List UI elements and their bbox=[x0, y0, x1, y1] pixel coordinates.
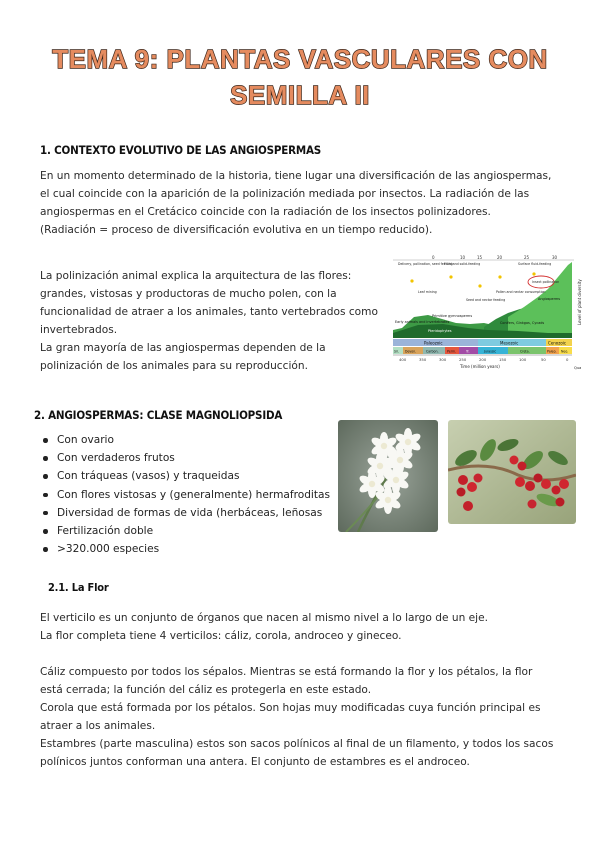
bottom-tick: 250 bbox=[459, 357, 467, 362]
section-2-1-paragraph-1 bbox=[40, 609, 488, 645]
section-1-heading: 1. CONTEXTO EVOLUTIVO DE LAS ANGIOSPERMAS bbox=[40, 143, 322, 157]
figure-label: Primitive gymnosperms bbox=[432, 314, 473, 318]
section-2-heading: 2. ANGIOSPERMAS: CLASE MAGNOLIOPSIDA bbox=[34, 408, 283, 422]
period-label: Sil. bbox=[394, 349, 399, 354]
plant-diversity-figure bbox=[388, 253, 586, 370]
top-tick: 20 bbox=[497, 255, 503, 260]
annotation: Insect pollination bbox=[532, 280, 560, 284]
bottom-tick: 0 bbox=[566, 357, 569, 362]
section-1-paragraph-1 bbox=[40, 167, 551, 239]
list-item: Con verdaderos frutos bbox=[40, 449, 330, 467]
text-line: invertebrados. bbox=[40, 324, 118, 336]
period-label: Creta. bbox=[520, 349, 530, 354]
annotation: Leaf mining bbox=[418, 290, 437, 294]
top-tick: 10 bbox=[460, 255, 466, 260]
text-line: funcionalidad de atraer a los animales, tanto vertebrados como bbox=[40, 306, 378, 318]
top-tick: 25 bbox=[524, 255, 530, 260]
figure-label: Conifers, Ginkgos, Cycads bbox=[500, 321, 545, 325]
bottom-tick: 150 bbox=[499, 357, 507, 362]
top-tick: 30 bbox=[552, 255, 558, 260]
annotation: Surface fluid-feeding bbox=[518, 262, 552, 266]
annotation: Seed and nectar feeding bbox=[466, 298, 506, 302]
text-line: En un momento determinado de la historia, tiene lugar una diversificación de las angiospermas, bbox=[40, 170, 552, 182]
figure-label: Early animals and invertebrates bbox=[395, 320, 450, 324]
text-line: atraer a los animales. bbox=[40, 720, 156, 732]
list-item: Con tráqueas (vasos) y traqueidas bbox=[40, 467, 330, 485]
x-axis-label: Time (million years) bbox=[460, 364, 500, 369]
text-line: El verticilo es un conjunto de órganos que nacen al mismo nivel a lo largo de un eje. bbox=[40, 612, 488, 624]
text-line: polinización de los animales para su reproducción. bbox=[40, 360, 308, 372]
text-line: grandes, vistosas y productoras de mucho polen, con la bbox=[40, 288, 337, 300]
period-label: Tr. bbox=[466, 349, 470, 354]
text-line: está cerrada; la función del cáliz es protegerla en este estado. bbox=[40, 684, 372, 696]
list-item: Fertilización doble bbox=[40, 522, 330, 540]
text-line: La polinización animal explica la arquitectura de las flores: bbox=[40, 270, 352, 282]
annotation: Delivery, pollination, seed feeding bbox=[398, 262, 453, 266]
y-axis-label: Level of plant diversity bbox=[577, 279, 582, 325]
section-1-paragraph-2 bbox=[40, 267, 378, 375]
text-line: polínicos juntos conforman una antera. El conjunto de estambres es el androceo. bbox=[40, 756, 470, 768]
figure-label: Angiosperms bbox=[538, 297, 561, 301]
bottom-tick: 300 bbox=[439, 357, 447, 362]
section-2-1-paragraph-2 bbox=[40, 663, 553, 771]
top-tick: 15 bbox=[477, 255, 483, 260]
features-list bbox=[40, 431, 330, 558]
period-label: Paleo. bbox=[547, 349, 557, 354]
era-label: Paleozoic bbox=[424, 340, 443, 346]
list-item: Con flores vistosas y (generalmente) hermafroditas bbox=[40, 486, 330, 504]
red-berries-photo bbox=[448, 420, 576, 524]
page-title-line-2: SEMILLA II bbox=[230, 80, 370, 110]
figure-label: Qua bbox=[574, 366, 582, 370]
annotation: Pollen and nectar consumption bbox=[496, 290, 546, 294]
text-line: Corola que está formada por los pétalos. Son hojas muy modificadas cuya función principal es bbox=[40, 702, 541, 714]
period-label: Devon. bbox=[405, 349, 417, 354]
period-label: Carbon. bbox=[426, 349, 439, 354]
list-item: >320.000 especies bbox=[40, 540, 330, 558]
bottom-tick: 200 bbox=[479, 357, 487, 362]
bottom-tick: 350 bbox=[419, 357, 427, 362]
section-2-1-heading: 2.1. La Flor bbox=[48, 581, 109, 594]
white-flowers-photo bbox=[338, 420, 438, 532]
annotation: Fluid and solid-feeding bbox=[444, 262, 481, 266]
text-line: Cáliz compuesto por todos los sépalos. Mientras se está formando la flor y los pétalos, la flor bbox=[40, 666, 533, 678]
bottom-tick: 50 bbox=[541, 357, 546, 362]
era-label: Cenozoic bbox=[548, 340, 567, 346]
figure-label: Pteridophytes bbox=[428, 329, 452, 333]
period-label: Neo. bbox=[561, 349, 569, 354]
text-line: La gran mayoría de las angiospermas dependen de la bbox=[40, 342, 326, 354]
top-tick: 0 bbox=[432, 255, 435, 260]
bottom-tick: 100 bbox=[519, 357, 527, 362]
text-line: el cual coincide con la aparición de la polinización mediada por insectos. La radiación de las bbox=[40, 188, 530, 200]
text-line: angiospermas en el Cretácico coincide con la radiación de los insectos polinizadores. bbox=[40, 206, 491, 218]
text-line: (Radiación = proceso de diversificación evolutiva en un tiempo reducido). bbox=[40, 224, 433, 236]
list-item: Diversidad de formas de vida (herbáceas, leñosas bbox=[40, 504, 330, 522]
period-label: Jurassic bbox=[484, 349, 497, 354]
page-title-line-1: TEMA 9: PLANTAS VASCULARES CON bbox=[52, 44, 548, 74]
period-label: Perm. bbox=[447, 349, 457, 354]
bottom-tick: 400 bbox=[399, 357, 407, 362]
era-label: Mesozoic bbox=[500, 340, 519, 346]
list-item: Con ovario bbox=[40, 431, 330, 449]
text-line: Estambres (parte masculina) estos son sacos polínicos al final de un filamento, y todos los sacos bbox=[40, 738, 554, 750]
text-line: La flor completa tiene 4 verticilos: cáliz, corola, androceo y gineceo. bbox=[40, 630, 402, 642]
